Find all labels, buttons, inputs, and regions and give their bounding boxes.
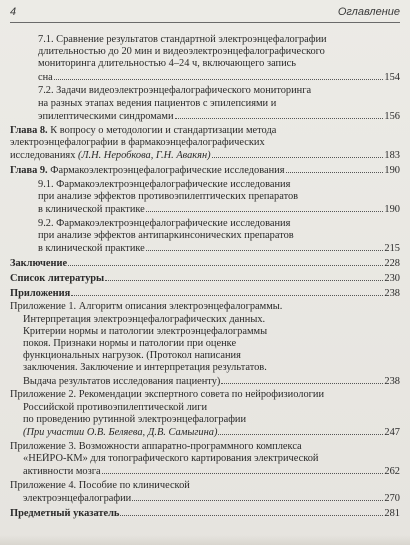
toc-entry-9.2: [10, 218, 400, 256]
toc-page-number: 228: [384, 258, 400, 270]
toc-page-number: 190: [384, 204, 400, 216]
toc-entry-concl: [10, 257, 400, 270]
toc-page-number: 230: [384, 272, 400, 284]
toc-entry-apps: [10, 287, 400, 300]
toc-entry-title: Выдача результатов исследования пациенту): [23, 375, 221, 387]
toc-entry-ch8: [10, 125, 400, 163]
dot-leader: [218, 426, 383, 435]
toc-entry-line: Российской противоэпилептической лиги: [23, 401, 208, 413]
toc-entry-line: электроэнцефалографии в фармакоэнцефалографических: [10, 136, 265, 148]
toc-entry-line: 7.2. Задачи видеоэлектроэнцефалографического мониторинга: [38, 85, 312, 97]
dot-leader: [54, 71, 384, 80]
toc-page-number: 156: [384, 110, 400, 122]
dot-leader: [286, 164, 384, 173]
toc-entry-title: Глава 9. Фармакоэлектроэнцефалографические исследования: [10, 164, 285, 176]
toc-page-number: 238: [384, 287, 400, 299]
toc-page-number: 215: [384, 243, 400, 255]
toc-entry-7.2: [10, 85, 400, 123]
toc-page-number: 270: [384, 493, 400, 505]
toc-entry-line: Приложение 1. Алгоритм описания электроэнцефалограммы.: [10, 301, 283, 313]
toc-entry-ch9: [10, 164, 400, 177]
toc-entry-line: заключения. Заключение и интерпретация результатов.: [23, 362, 267, 374]
dot-leader: [221, 375, 383, 384]
toc-page-number: 262: [384, 466, 400, 478]
toc-entry-7.1: [10, 34, 400, 84]
toc-entry-app3: [10, 441, 400, 479]
toc-entry-title: Заключение: [10, 258, 68, 270]
toc-entry-title: в клинической практике: [38, 243, 145, 255]
toc-entry-title: в клинической практике: [38, 204, 145, 216]
toc-entry-title: Предметный указатель: [10, 508, 120, 520]
toc-entry-app4: [10, 480, 400, 505]
toc-entry-title: эпилептическими синдромами: [38, 110, 174, 122]
toc-entry-app2: [10, 389, 400, 439]
toc-entry-title: электроэнцефалографии: [23, 493, 132, 505]
toc-entry-line: Интерпретация электроэнцефалографических данных.: [23, 313, 266, 325]
toc-entry-title: (При участии О.В. Беляева, Д.В. Самыгина): [23, 427, 218, 439]
dot-leader: [71, 287, 383, 296]
toc-entry-title: Приложения: [10, 287, 71, 299]
toc-entry-app1: [10, 301, 400, 387]
toc-entry-title: сна: [38, 71, 53, 83]
toc-entry-line: покоя. Признаки нормы и патологии при оценке: [23, 338, 237, 350]
toc-entry-line: 9.1. Фармакоэлектроэнцефалографические исследования: [38, 178, 291, 190]
toc-entry-line: Приложение 3. Возможности аппаратно-программного комплекса: [10, 440, 302, 452]
toc-entry-refs: [10, 272, 400, 285]
toc-entry-line: по проведению рутинной электроэнцефалографии: [23, 413, 247, 425]
dot-leader: [212, 149, 384, 158]
toc-entry-index: [10, 507, 400, 520]
toc-entry-line: функциональных нагрузок. (Протокол написания: [23, 350, 241, 362]
toc-page-number: 238: [384, 375, 400, 387]
dot-leader: [175, 110, 384, 119]
toc-entry-line: на разных этапах ведения пациентов с эпилепсиями и: [38, 97, 277, 109]
dot-leader: [105, 272, 383, 281]
toc-entry-9.1: [10, 179, 400, 217]
dot-leader: [146, 242, 384, 251]
page-edge-shadow: [0, 535, 410, 545]
dot-leader: [102, 465, 384, 474]
dot-leader: [132, 492, 383, 501]
toc-entry-line: мониторинга длительностью 4–24 ч, включающего запись: [38, 58, 297, 70]
running-title: Оглавление: [337, 6, 400, 18]
toc-entry-line: 9.2. Фармакоэлектроэнцефалографические исследования: [38, 217, 291, 229]
toc-entry-line: Критерии нормы и патологии электроэнцефалограммы: [23, 325, 268, 337]
toc-entry-line: Приложение 2. Рекомендации экспертного совета по нейрофизиологии: [10, 389, 325, 401]
toc-page-number: 247: [384, 427, 400, 439]
dot-leader: [146, 203, 384, 212]
toc-entry-line: при анализе эффектов противоэпилептических препаратов: [38, 190, 299, 202]
toc-entry-line: Глава 8. К вопросу о методологии и стандартизации метода: [10, 124, 277, 136]
toc-entry-title: исследованиях (Л.Н. Неробкова, Г.Н. Авакян): [10, 150, 211, 162]
toc-entry-line: при анализе эффектов антипаркинсонических препаратов: [38, 230, 294, 242]
toc-entry-line: 7.1. Сравнение результатов стандартной электроэнцефалографии: [38, 34, 327, 45]
table-of-contents: [10, 34, 400, 522]
toc-page-number: 183: [384, 150, 400, 162]
toc-entry-line: «НЕЙРО-КМ» для топографического картирования электрической: [23, 453, 319, 465]
toc-entry-line: Приложение 4. Пособие по клинической: [10, 480, 190, 492]
page-number: 4: [10, 6, 17, 18]
dot-leader: [68, 257, 383, 266]
running-header: [10, 2, 400, 23]
dot-leader: [120, 507, 383, 516]
toc-entry-title: активности мозга: [23, 466, 101, 478]
toc-page-number: 154: [384, 71, 400, 83]
toc-page-number: 281: [384, 508, 400, 520]
toc-entry-line: длительностью до 20 мин и видеоэлектроэнцефалографического: [38, 46, 325, 58]
toc-entry-title: Список литературы: [10, 272, 105, 284]
toc-page-number: 190: [384, 164, 400, 176]
